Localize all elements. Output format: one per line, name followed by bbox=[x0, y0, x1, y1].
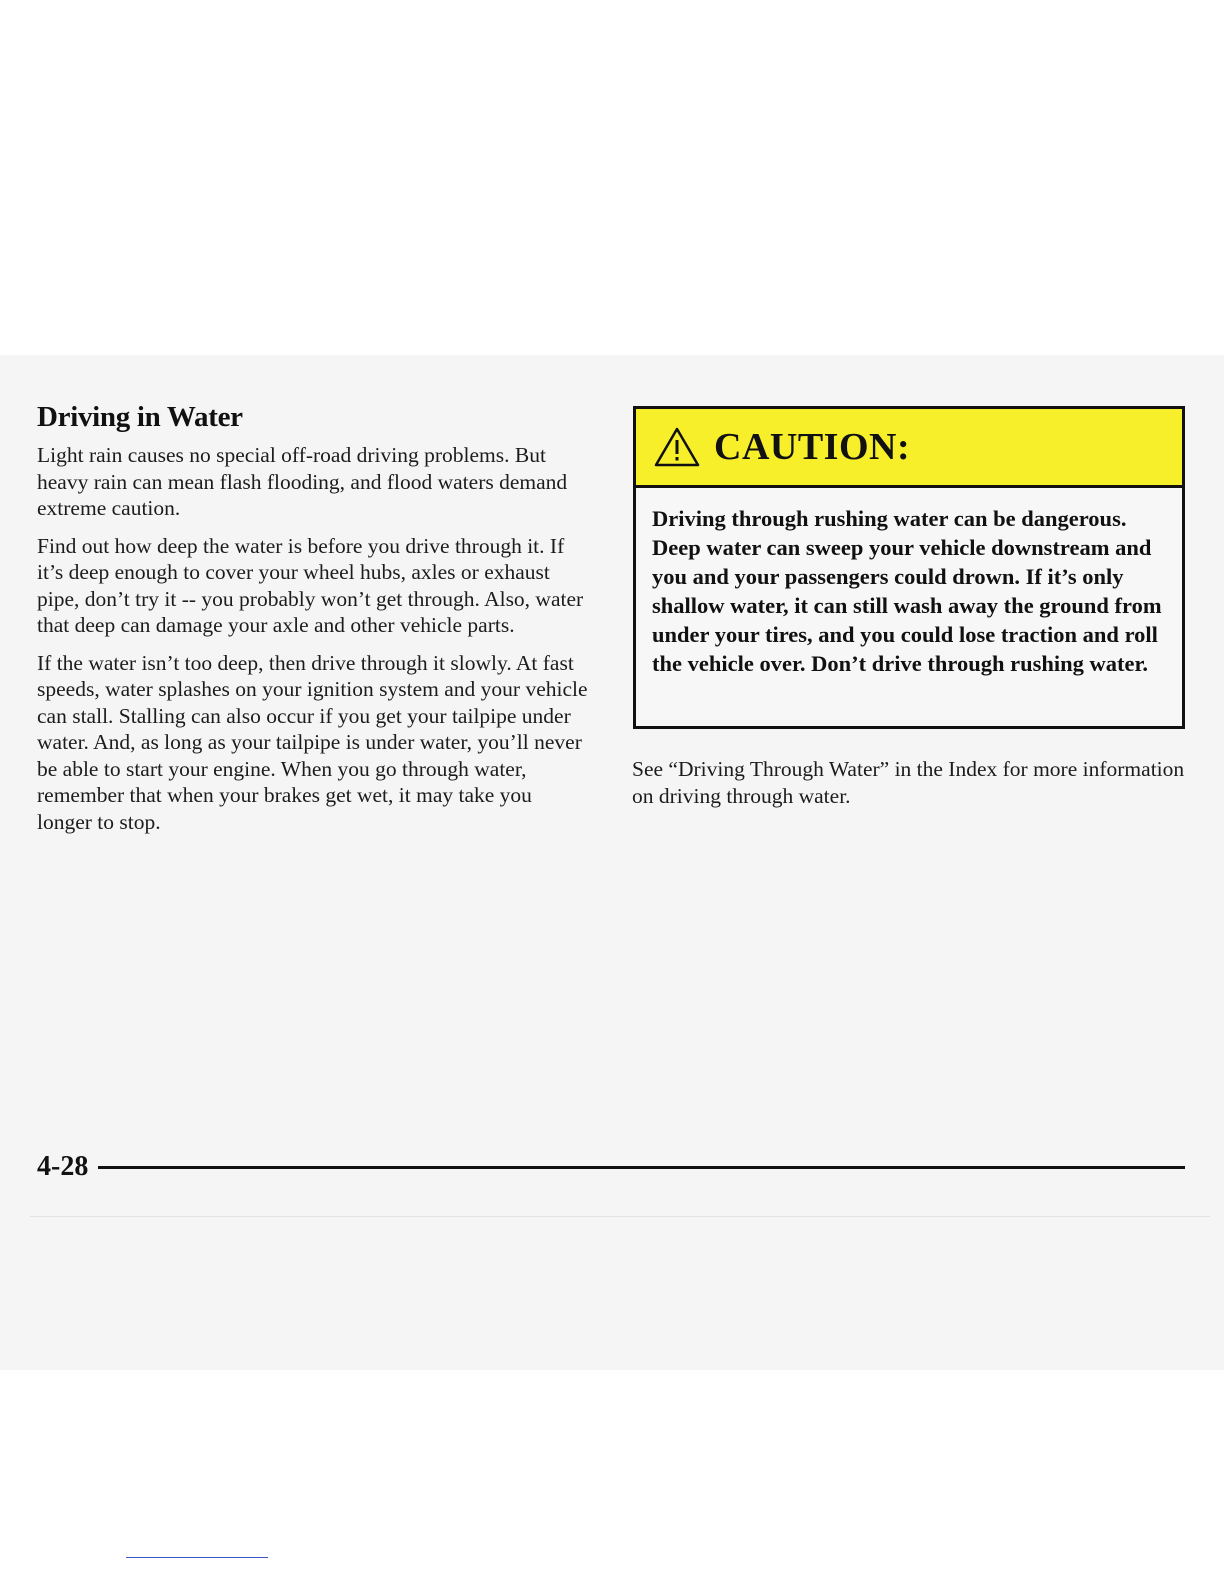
paragraph-1: Light rain causes no special off-road driving problems. But heavy rain can mean flash flooding, and flood waters demand extreme caution. bbox=[37, 443, 568, 520]
warning-triangle-icon bbox=[654, 427, 700, 467]
footer-rule bbox=[98, 1166, 1185, 1169]
section-title: Driving in Water bbox=[37, 401, 243, 433]
caution-body-text: Driving through rushing water can be dangerous. Deep water can sweep your vehicle downstream and you and your passengers could drown. If it’s only shallow water, it can still wash away the ground from under your tires, and you could lose traction and roll the vehicle over. Don’t drive through rushing water. bbox=[652, 506, 1162, 676]
bottom-link-underline[interactable] bbox=[126, 1557, 268, 1558]
page-footer bbox=[37, 1150, 1185, 1184]
paragraph-2: Find out how deep the water is before you drive through it. If it’s deep enough to cover your wheel hubs, axles or exhaust pipe, don’t try it -- you probably won’t get through. Also, water that deep can damage your axle and other vehicle parts. bbox=[37, 533, 584, 637]
caution-header bbox=[636, 409, 1182, 488]
index-reference-text: See “Driving Through Water” in the Index for more information on driving through water. bbox=[632, 757, 1185, 808]
caution-box bbox=[633, 406, 1185, 729]
caution-label: CAUTION: bbox=[714, 426, 911, 468]
page-number: 4-28 bbox=[37, 1151, 89, 1182]
scan-divider bbox=[30, 1216, 1210, 1217]
left-column bbox=[37, 398, 592, 846]
paragraph-3: If the water isn’t too deep, then drive through it slowly. At fast speeds, water splashes on your ignition system and your vehicle can stall. Stalling can also occur if you get your tailpipe under water. And, as long as your tailpipe is under water, you’ll never be able to start your engine. When you go through water, remember that when your brakes get wet, it may take you longer to stop. bbox=[37, 650, 588, 834]
